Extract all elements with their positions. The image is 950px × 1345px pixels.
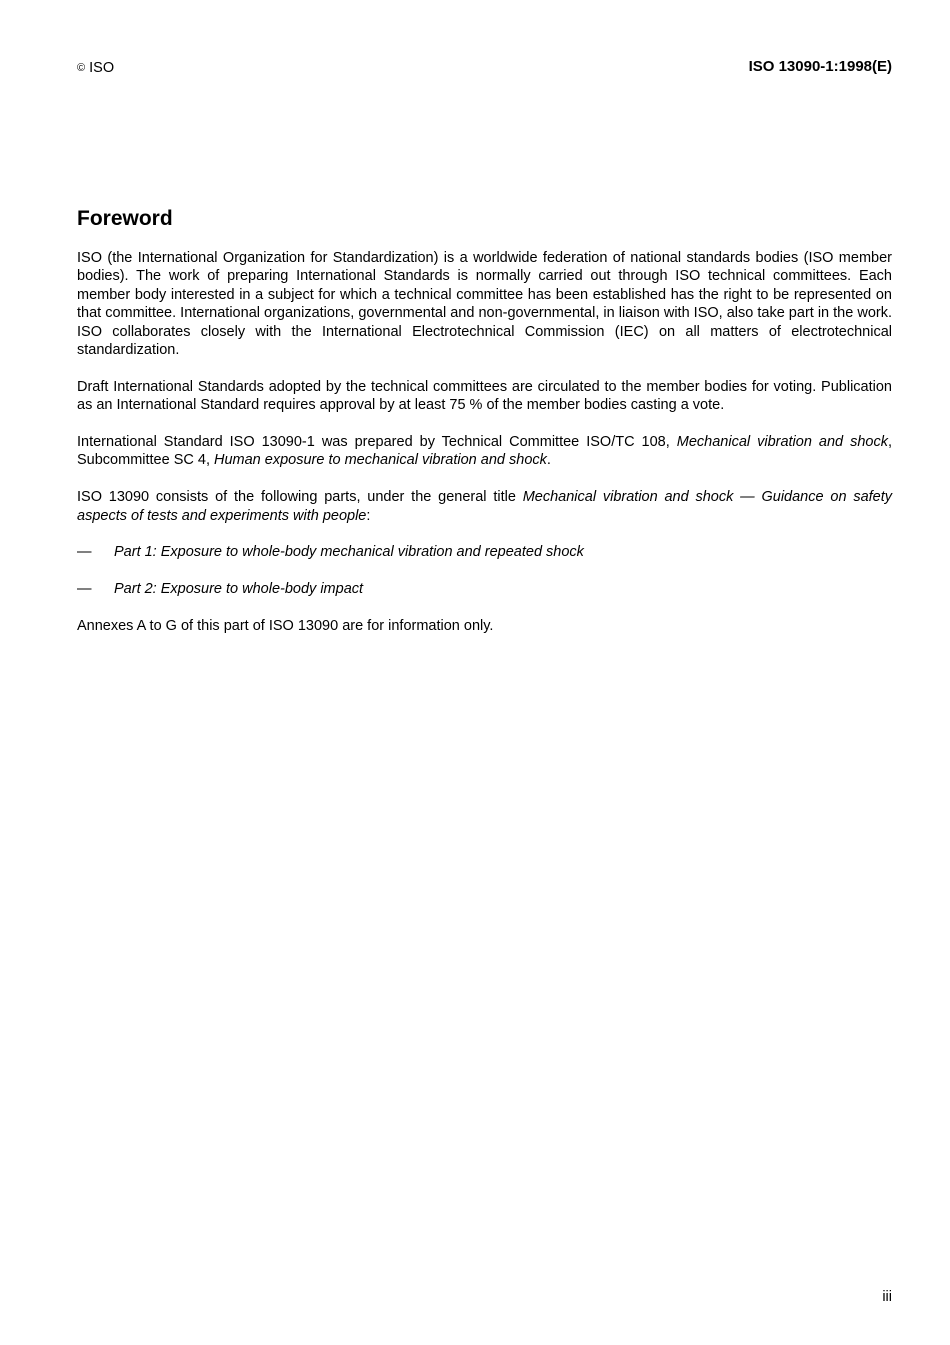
prepared-by-text-a: International Standard ISO 13090-1 was prepared by Technical Committee ISO/TC 108, bbox=[77, 434, 677, 451]
paragraph-prepared-by bbox=[77, 433, 892, 470]
parts-intro-text-b: : bbox=[366, 507, 371, 524]
page-title: Foreword bbox=[77, 207, 173, 230]
prepared-by-text-c: . bbox=[546, 452, 551, 469]
paragraph-annexes: Annexes A to G of this part of ISO 13090 are for information only. bbox=[77, 618, 494, 635]
list-dash: — bbox=[77, 544, 92, 561]
paragraph-parts-intro bbox=[77, 488, 892, 525]
list-item-text: Part 2: Exposure to whole-body impact bbox=[114, 581, 364, 598]
document-id: ISO 13090-1:1998(E) bbox=[748, 58, 892, 75]
list-dash: — bbox=[77, 581, 92, 598]
copyright-symbol: © bbox=[77, 62, 86, 74]
list-item bbox=[77, 543, 892, 561]
subcommittee-title: Human exposure to mechanical vibration and shock bbox=[214, 452, 547, 469]
committee-title: Mechanical vibration and shock bbox=[676, 434, 888, 451]
list-item bbox=[77, 580, 892, 598]
list-item-text: Part 1: Exposure to whole-body mechanical vibration and repeated shock bbox=[114, 544, 584, 561]
general-title: Mechanical vibration and shock — Guidance on safety aspects of tests and experiments with people bbox=[77, 489, 892, 524]
copyright-notice bbox=[77, 59, 114, 77]
copyright-org: ISO bbox=[89, 60, 115, 76]
prepared-by-text-b: , Subcommittee SC 4, bbox=[77, 434, 892, 469]
paragraph-iso-description: ISO (the International Organization for Standardization) is a worldwide federation of national standards bodies (ISO member bodies). The work of preparing International Standards is normally carried out through ISO technical committees. Each member body interested in a subject for which a technical committee has been established has the right to be represented on that committee. International organizations, governmental and non-governmental, in liaison with ISO, also take part in the work. ISO collaborates closely with the International Electrotechnical Commission (IEC) on all matters of electrotechnical standardization. bbox=[77, 250, 892, 359]
foreword-section bbox=[77, 206, 892, 654]
parts-intro-text-a: ISO 13090 consists of the following parts, under the general title bbox=[77, 489, 523, 506]
paragraph-draft-standards: Draft International Standards adopted by the technical committees are circulated to the member bodies for voting. Publication as an International Standard requires approval by at least 75 % of the member bodies casting a vote. bbox=[77, 378, 892, 414]
page-number: iii bbox=[882, 1289, 892, 1305]
